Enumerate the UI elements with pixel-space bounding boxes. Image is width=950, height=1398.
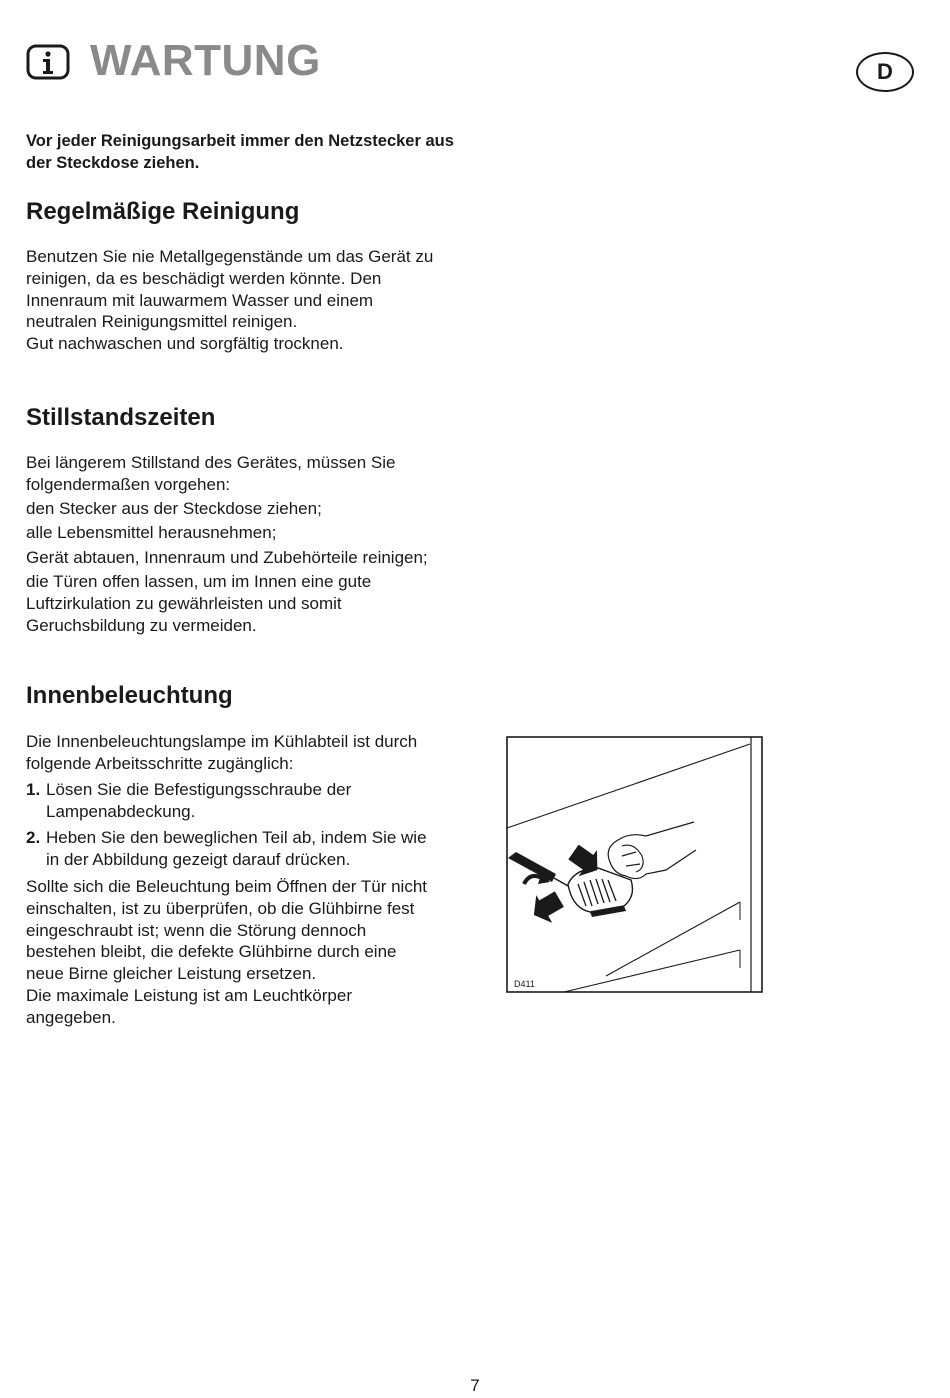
section-heading-downtime: Stillstandszeiten bbox=[26, 404, 216, 431]
lighting-intro: Die Innenbeleuchtungslampe im Kühlabteil ist durch folgende Arbeitsschritte zugänglich: bbox=[26, 732, 418, 773]
section-heading-lighting: Innenbeleuchtung bbox=[26, 682, 233, 709]
page-number: 7 bbox=[470, 1376, 480, 1395]
lighting-step: 1. Lösen Sie die Befestigungsschraube der Lampenabdeckung. bbox=[26, 780, 352, 821]
step-number: 1. bbox=[26, 780, 41, 799]
cleaning-paragraph: Benutzen Sie nie Metallgegenstände um das Gerät zu reinigen, da es beschädigt werden könnte. Den Innenraum mit lauwarmem Wasser und einem neutralen Reinigungsmittel reinigen. Gut nachwaschen und sorgfältig trocknen. bbox=[26, 247, 434, 354]
downtime-item: den Stecker aus der Steckdose ziehen; bbox=[26, 499, 322, 518]
page-title: WARTUNG bbox=[90, 36, 321, 85]
safety-warning: Vor jeder Reinigungsarbeit immer den Netzstecker aus der Steckdose ziehen. bbox=[26, 132, 454, 172]
lighting-step: 2. Heben Sie den beweglichen Teil ab, indem Sie wie in der Abbildung gezeigt darauf drücken. bbox=[26, 828, 427, 869]
section-heading-cleaning: Regelmäßige Reinigung bbox=[26, 198, 300, 225]
downtime-intro: Bei längerem Stillstand des Gerätes, müssen Sie folgendermaßen vorgehen: bbox=[26, 453, 396, 494]
lighting-outro: Sollte sich die Beleuchtung beim Öffnen der Tür nicht einschalten, ist zu überprüfen, ob die Glühbirne fest eingeschraubt ist; wenn die Störung dennoch bestehen bleibt, die defekte Glühbirne durch eine neue Birne gleicher Leistung ersetzen. Die maximale Leistung ist am Leuchtkörper angegeben. bbox=[26, 877, 427, 1027]
info-icon bbox=[26, 44, 70, 80]
downtime-item: Gerät abtauen, Innenraum und Zubehörteile reinigen; bbox=[26, 548, 428, 567]
downtime-closing: die Türen offen lassen, um im Innen eine gute Luftzirkulation zu gewährleisten und somit Geruchsbildung zu vermeiden. bbox=[26, 572, 372, 635]
lamp-cover-illustration bbox=[506, 736, 764, 994]
step-number: 2. bbox=[26, 828, 41, 847]
downtime-item: alle Lebensmittel herausnehmen; bbox=[26, 523, 277, 542]
figure-code: D411 bbox=[514, 979, 535, 989]
language-badge: D bbox=[856, 52, 914, 92]
